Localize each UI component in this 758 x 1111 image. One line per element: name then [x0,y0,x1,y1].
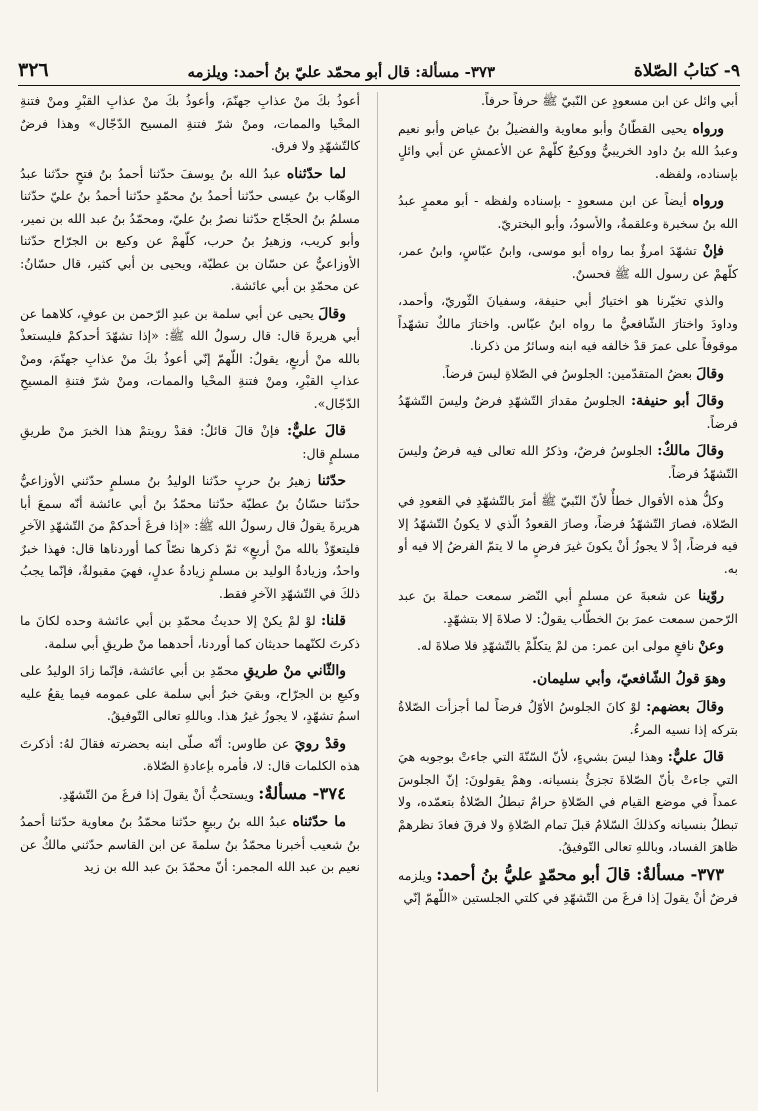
paragraph [398,696,738,741]
paragraph-text: فإنْ قالَ قائلٌ: فقدْ رويتمْ هذا الخبرَ منْ طريقِ مسلمٍ قال: [20,423,360,461]
lead-word: والثّاني منْ طريقِ [243,663,346,679]
paragraph [20,163,360,298]
paragraph-text: عن طاوس: أنّه صلّى ابنه بحضرته فقالَ لهُ: أذكرتَ هذه الكلمات قال: لا، فأمره بإعادةِ الصّلاة. [20,735,360,773]
paragraph [20,420,360,465]
page-header [18,50,740,86]
paragraph [20,303,360,416]
lead-word: فإنْ [702,243,724,259]
paragraph [398,490,738,580]
paragraph-text: الجلوسُ مقدارَ التّشهّدِ فرضٌ وليسَ التّشهّدُ فرضاً. [398,393,738,431]
paragraph [398,240,738,285]
paragraph [20,733,360,778]
paragraph-text: نافعٍ مولى ابن عمر: من لمْ يتكلّمْ بالتّشهّدِ فلا صلاةَ له. [417,638,695,653]
paragraph [398,635,738,658]
paragraph [20,470,360,605]
paragraph-text: محمّدِ بن أبي عائشة، فإنّما زادَ الوليدُ على وكيعِ بن الجرّاح، وبقيَ خبرُ أبي سلمة على عمومه فيما يقعُ عليه اسمُ تشهّدٍ، لا يجوزُ غيرُ هذا. وباللهِ تعالى التّوفيقُ. [20,663,360,723]
lead-word: وقالَ أبو حنيفة: [630,393,724,409]
paragraph-text: ويلزمه فرضٌ أنْ يقولَ إذا فرغَ من التّشهّدِ في كلتي الجلستين «اللّهمّ إنّي [398,867,738,905]
paragraph [398,746,738,859]
paragraph-text: بعضُ المتقدّمين: الجلوسُ في الصّلاةِ ليسَ فرضاً. [441,365,693,381]
paragraph [398,585,738,630]
paragraph-text: يحيى عن أبي سلمة بن عبدِ الرّحمن بن عوفٍ، كلاهما عن أبي هريرةَ قال: قال رسولُ الله ﷺ: «إذا تشهّدَ أحدكمْ فليستعذْ بالله منْ أربعٍ، يقولُ: اللّهمّ إنّي أعوذُ بكَ منْ عذابِ جهنّمَ، ومنْ عذابِ القبْرِ، ومنْ فتنةِ المحْيا والممات، ومنْ شرّ فتنةِ المسيحِ الدّجّال». [20,305,360,411]
paragraph [20,811,360,879]
paragraph [20,660,360,728]
paragraph-text: لوْ لمْ يكنْ إلا حديثُ محمّدِ بن أبي عائشة وحده لكانَ ما ذكرتَ لكنّهما حديثان كما أوردنا، أحدهما منْ طريقِ أبي سلمة. [20,613,360,651]
lead-word: لما حدّثناه [286,165,346,182]
paragraph-text: والذي تخيّرنا هو اختيارُ أبي حنيفة، وسفيانَ الثّوريّ، وأحمد، وداودَ واختارَ الشّافعيُّ ما رواه ابنُ عبّاس. واختارَ مالكٌ تشهّداً موقوفاً على عمرَ قدْ خالفه فيه ابنه وسائرُ من ذكرنا. [398,293,738,353]
paragraph [398,90,738,113]
paragraph-text: عن شعبةَ عن مسلمٍ أبي النّضر سمعت حملةَ بنَ عبد الرّحمن سمعت عمرَ بنَ الخطّاب يقولُ: لا صلاةَ إلا بتشهّدٍ. [398,588,738,626]
column-divider [377,92,378,1092]
lead-word: وقالَ بعضهم: [646,699,724,715]
paragraph [398,440,738,485]
section-title: ٣٧٣- مسألةٌ: قالَ أبو محمّدٍ عليُّ بنُ أحمد: [436,864,724,884]
paragraph-text: يحيى القطّانُ وأبو معاوية والفضيلُ بنُ عياض وأبو نعيم وعبدُ الله بنُ داود الخريبيُّ ووكيعٌ كلّهمْ عن الأعمشِ عن أبي وائلٍ بإسناده، ولفظه. [398,120,738,181]
chapter-title: ٩- كتابُ الصّلاة [633,61,740,81]
running-title: ٣٧٣- مسألة: قال أبو محمّد عليّ بنُ أحمد: ويلزمه [187,63,496,81]
paragraph-text: زهيرُ بنُ حربٍ حدّثنا الوليدُ بنُ مسلمٍ حدّثني الأوزاعيُّ حدّثنا حسّانُ بنُ عطيّة حدّثنا محمّدُ بنُ أبي عائشة أنّه سمعَ أبا هريرةَ يقولُ قال رسولُ الله ﷺ: «إذا فرغَ أحدكمْ منَ التّشهّدِ الآخرِ فليتعوّذْ بالله منْ أربعٍ» ثمّ ذكرها نصّاً كما أوردناها قال: فهذا خبرٌ واحدٌ، وزيادةُ الوليد بن مسلمٍ زيادةُ عدلٍ، فهيَ مقبولةٌ، فإنّما يجبُ ذلكَ في التّشهّدِ الآخرِ فقط. [20,473,360,601]
paragraph [20,90,360,158]
right-text-column [398,90,738,1100]
lead-word: قلنا: [320,613,346,629]
paragraph [20,610,360,655]
lead-word: ورواه [692,120,724,137]
paragraph-text: تشهّدَ امرؤٌ بما رواه أبو موسى، وابنُ عبّاسٍ، وابنُ عمر، كلّهمْ عن رسول الله ﷺ فحسنٌ. [398,243,738,281]
left-text-column [20,90,360,1100]
lead-word: روّينا [698,588,724,604]
section-paragraph [20,783,360,807]
lead-word: وقالَ [318,305,346,322]
lead-word: وقالَ مالكٌ: [657,443,724,459]
paragraph-text: أيضاً عن ابن مسعودٍ - بإسناده ولفظه - أبو معمرٍ عبدُ الله بنُ سخبرة وعلقمةُ، والأسودُ، وأبو البختريّ. [398,193,738,231]
lead-word: ورواه [692,193,724,209]
paragraph-text: أعوذُ بكَ منْ عذابِ جهنّمَ، وأعوذُ بكَ منْ عذابِ القبْرِ ومنْ فتنةِ المحْيا والممات، ومنْ شرّ فتنةِ المسيح الدّجّال» وهذا فرضٌ كالتّشهّدِ ولا فرق. [20,93,360,153]
paragraph-text: لوْ كانَ الجلوسُ الأوّلُ فرضاً لما أجزأت الصّلاةُ بتركه إذا نسيه المرءُ. [398,699,738,737]
paragraph-text: وكلُّ هذه الأقوال خطأٌ لأنّ النّبيّ ﷺ أمرَ بالتّشهّدِ في القعودِ في الصّلاة، فصارَ التّشهّدُ فرضاً، وصارَ القعودُ الّذي لا يكونُ التّشهّدُ إلا فيه فرضاً، إذْ لا يجوزُ أنْ يكونَ غيرَ فرضٍ ما لا يتمّ الفرضُ إلا فيه أو به. [398,493,738,576]
paragraph-text: ويستحبُّ أنْ يقولَ إذا فرغَ منَ التّشهّدِ. [58,786,255,802]
lead-word: وقالَ [696,365,724,382]
page-number: ٣٢٦ [18,59,49,81]
paragraph-text: وهذا ليسَ بشيءٍ، لأنّ السّنّةَ التي جاءتْ بوجوبه هيَ التي جاءتْ بأنّ الصّلاةَ تجزئُ بنسيانه. وهمْ يقولونَ: إنّ الجلوسَ عمداً في موضع القيام في الصّلاةِ حرامٌ تبطلُ الصّلاةُ بتعمّده، ولا تبطلُ بنسيانه وكذلكَ السّلامُ قبلَ تمام الصّلاةِ ولا فرقَ فعادَ نظرهمْ ظاهرَ الفساد، وباللهِ تعالى التّوفيقُ. [398,749,738,854]
paragraph [398,290,738,358]
lead-word: وقدْ رويَ [294,735,346,752]
paragraph-text: الجلوسُ فرضٌ، وذكرُ الله تعالى فيه فرضٌ وليسَ التّشهّدُ فرضاً. [398,443,738,481]
section-paragraph [398,864,738,910]
paragraph-text: عبدُ الله بنُ ربيعٍ حدّثنا محمّدُ بنُ معاوية حدّثنا أحمدُ بنُ شعيب أخبرنا محمّدُ بنُ سلمةَ عن ابن القاسم حدّثني مالكٌ عن نعيم بن عبد الله المجمر: أنّ محمّدَ بنَ عبد الله بن زيد [20,814,360,874]
lead-word: قالَ عليٌّ: [667,749,724,765]
lead-word: وعنْ [698,638,724,654]
section-title: ٣٧٤- مسألةٌ: [258,783,346,803]
lead-word: ما حدّثناه [292,814,346,830]
paragraph [398,190,738,235]
paragraph [398,390,738,435]
paragraph [398,363,738,386]
paragraph-text: أبي وائل عن ابن مسعودٍ عن النّبيّ ﷺ حرفاً حرفاً. [481,93,738,108]
lead-word: حدّثنا [317,473,346,489]
paragraph-text: عبدُ الله بنُ يوسفَ حدّثنا أحمدُ بنُ فتحٍ حدّثنا عبدُ الوهّاب بنُ عيسى حدّثنا أحمدُ بنُ محمّدٍ حدّثنا أحمدُ بنُ عليّ حدّثنا مسلمُ بنُ الحجّاج حدّثنا نصرُ بنُ عليّ، ومحمّدُ بنُ عبد الله بن نمير، وأبو كريب، وزهيرُ بنُ حرب، كلّهمْ عن وكيع بن الجرّاح حدّثنا الأوزاعيُّ عن حسّان بن عطيّة، ويحيى بن أبي كثير، قال حسّانُ: عن محمّدِ بن أبي عائشة. [20,165,360,293]
subheading: وهوَ قولُ الشّافعيّ، وأبي سليمان. [532,670,726,687]
lead-word: قالَ عليٌّ: [286,423,346,439]
paragraph [398,118,738,186]
